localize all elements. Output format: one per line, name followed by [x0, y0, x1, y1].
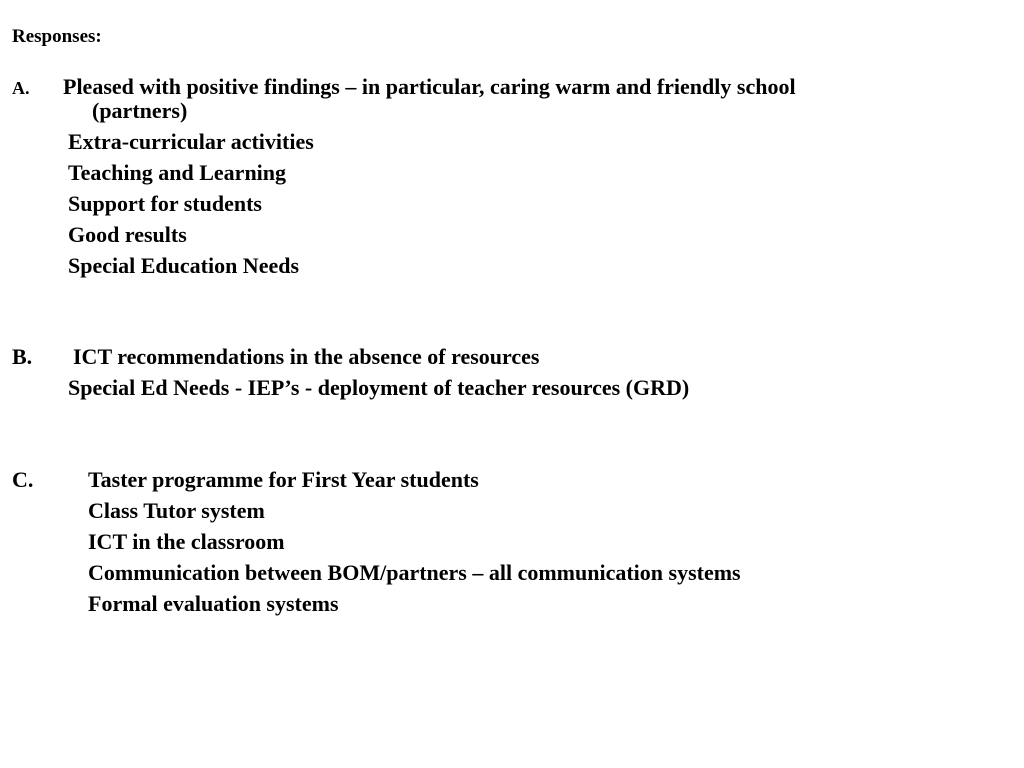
responses-heading: Responses:	[12, 26, 102, 47]
section-a-item: Special Education Needs	[68, 253, 300, 278]
section-a-marker: A.	[12, 78, 30, 98]
section-a-item: Good results	[68, 222, 187, 247]
section-c-item: ICT in the classroom	[88, 529, 285, 554]
section-b-lead-text: ICT recommendations in the absence of resources	[73, 344, 540, 369]
section-a-lead-continuation: (partners)	[92, 98, 188, 123]
section-a-item: Teaching and Learning	[68, 160, 287, 185]
section-a-lead-text: Pleased with positive findings – in particular, caring warm and friendly school	[63, 74, 796, 99]
section-c-item: Class Tutor system	[88, 498, 265, 523]
section-c-item: Formal evaluation systems	[88, 591, 339, 616]
section-c-marker: C.	[12, 467, 34, 492]
section-c-item: Communication between BOM/partners – all communication systems	[88, 560, 741, 585]
section-c-lead-text: Taster programme for First Year students	[88, 467, 479, 492]
section-a-item: Support for students	[68, 191, 262, 216]
section-b-item: Special Ed Needs - IEP’s - deployment of teacher resources (GRD)	[68, 375, 690, 400]
section-b-marker: B.	[12, 344, 33, 369]
section-a-item: Extra-curricular activities	[68, 129, 314, 154]
